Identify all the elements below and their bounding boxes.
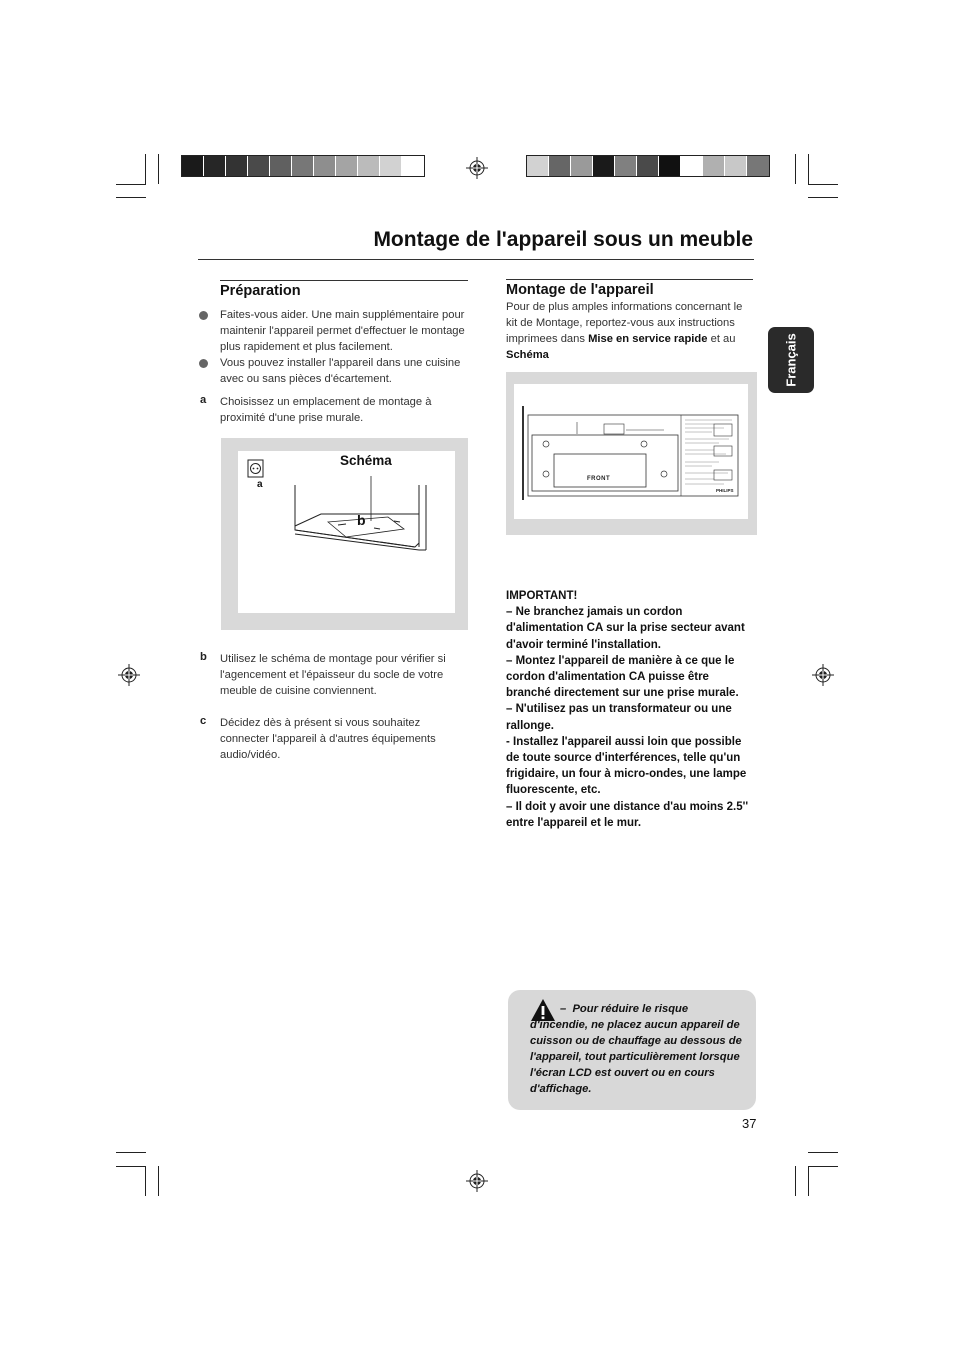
cabinet-drawing xyxy=(238,451,455,613)
step-marker: a xyxy=(200,394,207,406)
page-title: Montage de l'appareil sous un meuble xyxy=(373,228,753,251)
color-bar-right xyxy=(526,155,770,177)
color-swatch xyxy=(292,156,314,176)
color-swatch xyxy=(593,156,615,176)
bullet-text: Vous pouvez installer l'appareil dans une cuisine avec ou sans pièces d'écartement. xyxy=(220,357,461,385)
color-swatch xyxy=(226,156,248,176)
color-swatch xyxy=(637,156,659,176)
warning-lead: Pour réduire le risque xyxy=(572,1003,689,1015)
figure-cabinet-canvas xyxy=(238,451,455,613)
color-swatch xyxy=(681,156,703,176)
language-tab-label: Français xyxy=(783,333,799,387)
color-swatch xyxy=(380,156,402,176)
important-title: IMPORTANT! xyxy=(506,590,578,602)
figure-marker-b: b xyxy=(357,512,366,528)
color-swatch xyxy=(204,156,226,176)
section-heading-montage: Montage de l'appareil xyxy=(506,282,654,298)
important-item: – Il doit y avoir une distance d'au moins 2.5'' entre l'appareil et le mur. xyxy=(506,800,749,829)
color-swatch xyxy=(248,156,270,176)
color-swatch xyxy=(358,156,380,176)
important-item: – Ne branchez jamais un cordon d'alimentation CA sur la prise secteur avant d'avoir terminé l'installation. xyxy=(506,606,745,651)
registration-mark-icon xyxy=(118,664,140,686)
intro-paragraph xyxy=(506,299,752,363)
language-tab xyxy=(768,327,814,393)
important-item: - Installez l'appareil aussi loin que possible de toute source d'interférences, telle qu'un frigidaire, un four à micro-ondes, une lampe fluorescente, etc. xyxy=(506,735,747,797)
color-swatch xyxy=(549,156,571,176)
important-item: – N'utilisez pas un transformateur ou une rallonge. xyxy=(506,703,732,732)
template-brand-label: PHILIPS xyxy=(716,488,734,493)
page-number: 37 xyxy=(742,1116,757,1131)
color-swatch xyxy=(747,156,769,176)
color-swatch xyxy=(703,156,725,176)
bullet-icon xyxy=(199,311,208,320)
warning-body: d'incendie, ne placez aucun appareil de cuisson ou de chauffage au dessous de l'appareil, tout particulièrement lorsque l'écran LCD est ouvert ou en cours d'affichage. xyxy=(530,1019,742,1096)
figure-template-canvas xyxy=(514,384,748,519)
step-text: Choisissez un emplacement de montage à proximité d'une prise murale. xyxy=(220,396,432,424)
intro-text-mid: et au xyxy=(707,333,736,345)
figure-marker-a: a xyxy=(257,479,263,490)
warning-text xyxy=(530,1001,752,1098)
registration-mark-icon xyxy=(466,1170,488,1192)
important-item: – Montez l'appareil de manière à ce que le cordon d'alimentation CA puisse être branché directement sur une prise murale. xyxy=(506,654,739,700)
color-swatch xyxy=(527,156,549,176)
color-swatch xyxy=(314,156,336,176)
section-heading-preparation: Préparation xyxy=(220,283,301,299)
template-front-label: FRONT xyxy=(587,476,611,482)
registration-mark-icon xyxy=(812,664,834,686)
color-swatch xyxy=(402,156,424,176)
registration-mark-icon xyxy=(466,157,488,179)
step-marker: b xyxy=(200,651,207,663)
step-marker: c xyxy=(200,715,207,727)
step-text: Décidez dès à présent si vous souhaitez connecter l'appareil à d'autres équipements audio/vidéo. xyxy=(220,717,436,761)
important-notice xyxy=(506,588,756,831)
bullet-text: Faites-vous aider. Une main supplémentaire pour maintenir l'appareil permet d'effectuer le montage plus rapidement et plus facilement. xyxy=(220,309,465,353)
intro-bold-quick-start: Mise en service rapide xyxy=(588,333,708,345)
intro-text: Pour de plus amples informations concernant le kit de Montage, reportez-vous aux instructions imprimees dans xyxy=(506,301,743,345)
color-swatch xyxy=(182,156,204,176)
color-swatch xyxy=(270,156,292,176)
color-swatch xyxy=(725,156,747,176)
section-divider-left xyxy=(220,280,468,281)
color-swatch xyxy=(659,156,681,176)
figure-label-schema: Schéma xyxy=(340,453,392,468)
bullet-icon xyxy=(199,359,208,368)
color-swatch xyxy=(336,156,358,176)
section-divider-right xyxy=(506,279,753,280)
title-divider xyxy=(198,259,754,260)
color-swatch xyxy=(571,156,593,176)
warning-dash: – xyxy=(560,1003,567,1015)
step-text: Utilisez le schéma de montage pour vérifier si l'agencement et l'épaisseur du socle de votre meuble de cuisine conviennent. xyxy=(220,653,446,697)
color-swatch xyxy=(615,156,637,176)
template-drawing xyxy=(514,384,748,519)
intro-bold-schema: Schéma xyxy=(506,349,549,361)
color-bar-left xyxy=(181,155,425,177)
